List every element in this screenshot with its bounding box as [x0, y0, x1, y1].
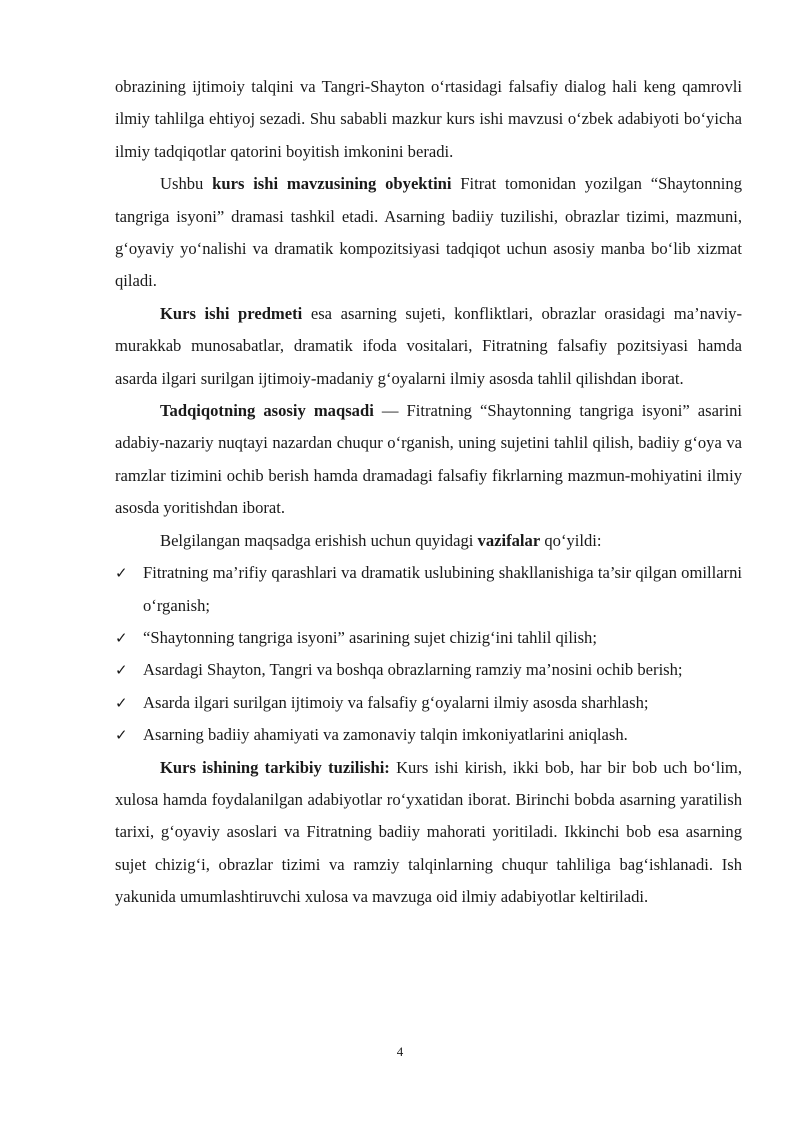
tasks-intro-paragraph — [115, 525, 742, 557]
task-text: Asardagi Shayton, Tangri va boshqa obrazlarning ramziy ma’nosini ochib berish; — [143, 660, 683, 680]
checkmark-icon: ✓ — [115, 628, 128, 647]
goal-term: Tadqiqotning asosiy maqsadi — [160, 401, 374, 421]
tasks-term: vazifalar — [477, 530, 541, 550]
document-page — [115, 71, 742, 914]
subject-term: Kurs ishi predmeti — [160, 303, 303, 323]
list-item — [115, 557, 742, 622]
subject-text: esa asarning sujeti, konfliktlari, obrazlar orasidagi ma’naviy-murakkab munosabatlar, dramatik ifoda vositalari, Fitratning falsafiy pozitsiyasi hamda asarda ilgari surilgan ijtimoiy-madaniy gʻoyalarni ilmiy asosda tahlil qilishdan iborat. — [115, 303, 742, 388]
task-text: Asarning badiiy ahamiyati va zamonaviy talqin imkoniyatlarini aniqlash. — [143, 725, 628, 745]
goal-paragraph — [115, 395, 742, 525]
list-item — [115, 622, 742, 654]
goal-text: — Fitratning “Shaytonning tangriga isyoni” asarini adabiy-nazariy nuqtayi nazardan chuqur oʻrganish, uning sujetini tahlil qilish, badiiy gʻoya va ramzlar tizimini ochib berish hamda dramadagi falsafiy fikrlarning mazmun-mohiyatini ilmiy asosda yoritishdan iborat. — [115, 401, 742, 518]
task-text: Asarda ilgari surilgan ijtimoiy va falsafiy gʻoyalarni ilmiy asosda sharhlash; — [143, 692, 649, 712]
object-paragraph — [115, 168, 742, 298]
subject-paragraph — [115, 298, 742, 395]
task-text: Fitratning ma’rifiy qarashlari va dramatik uslubining shakllanishiga ta’sir qilgan omillarni oʻrganish; — [143, 563, 742, 615]
tasks-intro-lead: Belgilangan maqsadga erishish uchun quyidagi — [160, 530, 478, 550]
tasks-list — [115, 557, 742, 751]
page-number: 4 — [396, 1044, 404, 1059]
tasks-intro-rest: qoʻyildi: — [540, 530, 602, 550]
structure-term: Kurs ishining tarkibiy tuzilishi: — [160, 757, 390, 777]
structure-text: Kurs ishi kirish, ikki bob, har bir bob uch boʻlim, xulosa hamda foydalanilgan adabiyotlar roʻyxatidan iborat. Birinchi bobda asarning yaratilish tarixi, gʻoyaviy asoslari va Fitratning badiiy mahorati yoritiladi. Ikkinchi bob esa asarning sujet chizigʻi, obrazlar tizimi va ramziy talqinlarning chuqur tahliliga bagʻishlanadi. Ish yakunida umumlashtiruvchi xulosa va mavzuga oid ilmiy adabiyotlar keltiriladi. — [115, 757, 742, 907]
checkmark-icon: ✓ — [115, 564, 128, 583]
checkmark-icon: ✓ — [115, 726, 128, 745]
list-item — [115, 654, 742, 686]
object-text: Fitrat tomonidan yozilgan “Shaytonning tangriga isyoni” dramasi tashkil etadi. Asarning badiiy tuzilishi, obrazlar tizimi, mazmuni, gʻoyaviy yoʻnalishi va dramatik kompozitsiyasi tadqiqot uchun asosiy manba boʻlib xizmat qiladi. — [115, 174, 742, 291]
checkmark-icon: ✓ — [115, 661, 128, 680]
object-term: kurs ishi mavzusining obyektini — [212, 174, 452, 194]
structure-paragraph — [115, 752, 742, 914]
task-text: “Shaytonning tangriga isyoni” asarining sujet chizigʻini tahlil qilish; — [143, 627, 597, 647]
list-item — [115, 687, 742, 719]
object-lead: Ushbu — [160, 174, 213, 194]
intro-paragraph: obrazining ijtimoiy talqini va Tangri-Shayton oʻrtasidagi falsafiy dialog hali keng qamrovli ilmiy tahlilga ehtiyoj sezadi. Shu sababli mazkur kurs ishi mavzusi oʻzbek adabiyoti boʻyicha ilmiy tadqiqotlar qatorini boyitish imkonini beradi. — [115, 77, 742, 161]
checkmark-icon: ✓ — [115, 693, 128, 712]
list-item — [115, 719, 742, 751]
